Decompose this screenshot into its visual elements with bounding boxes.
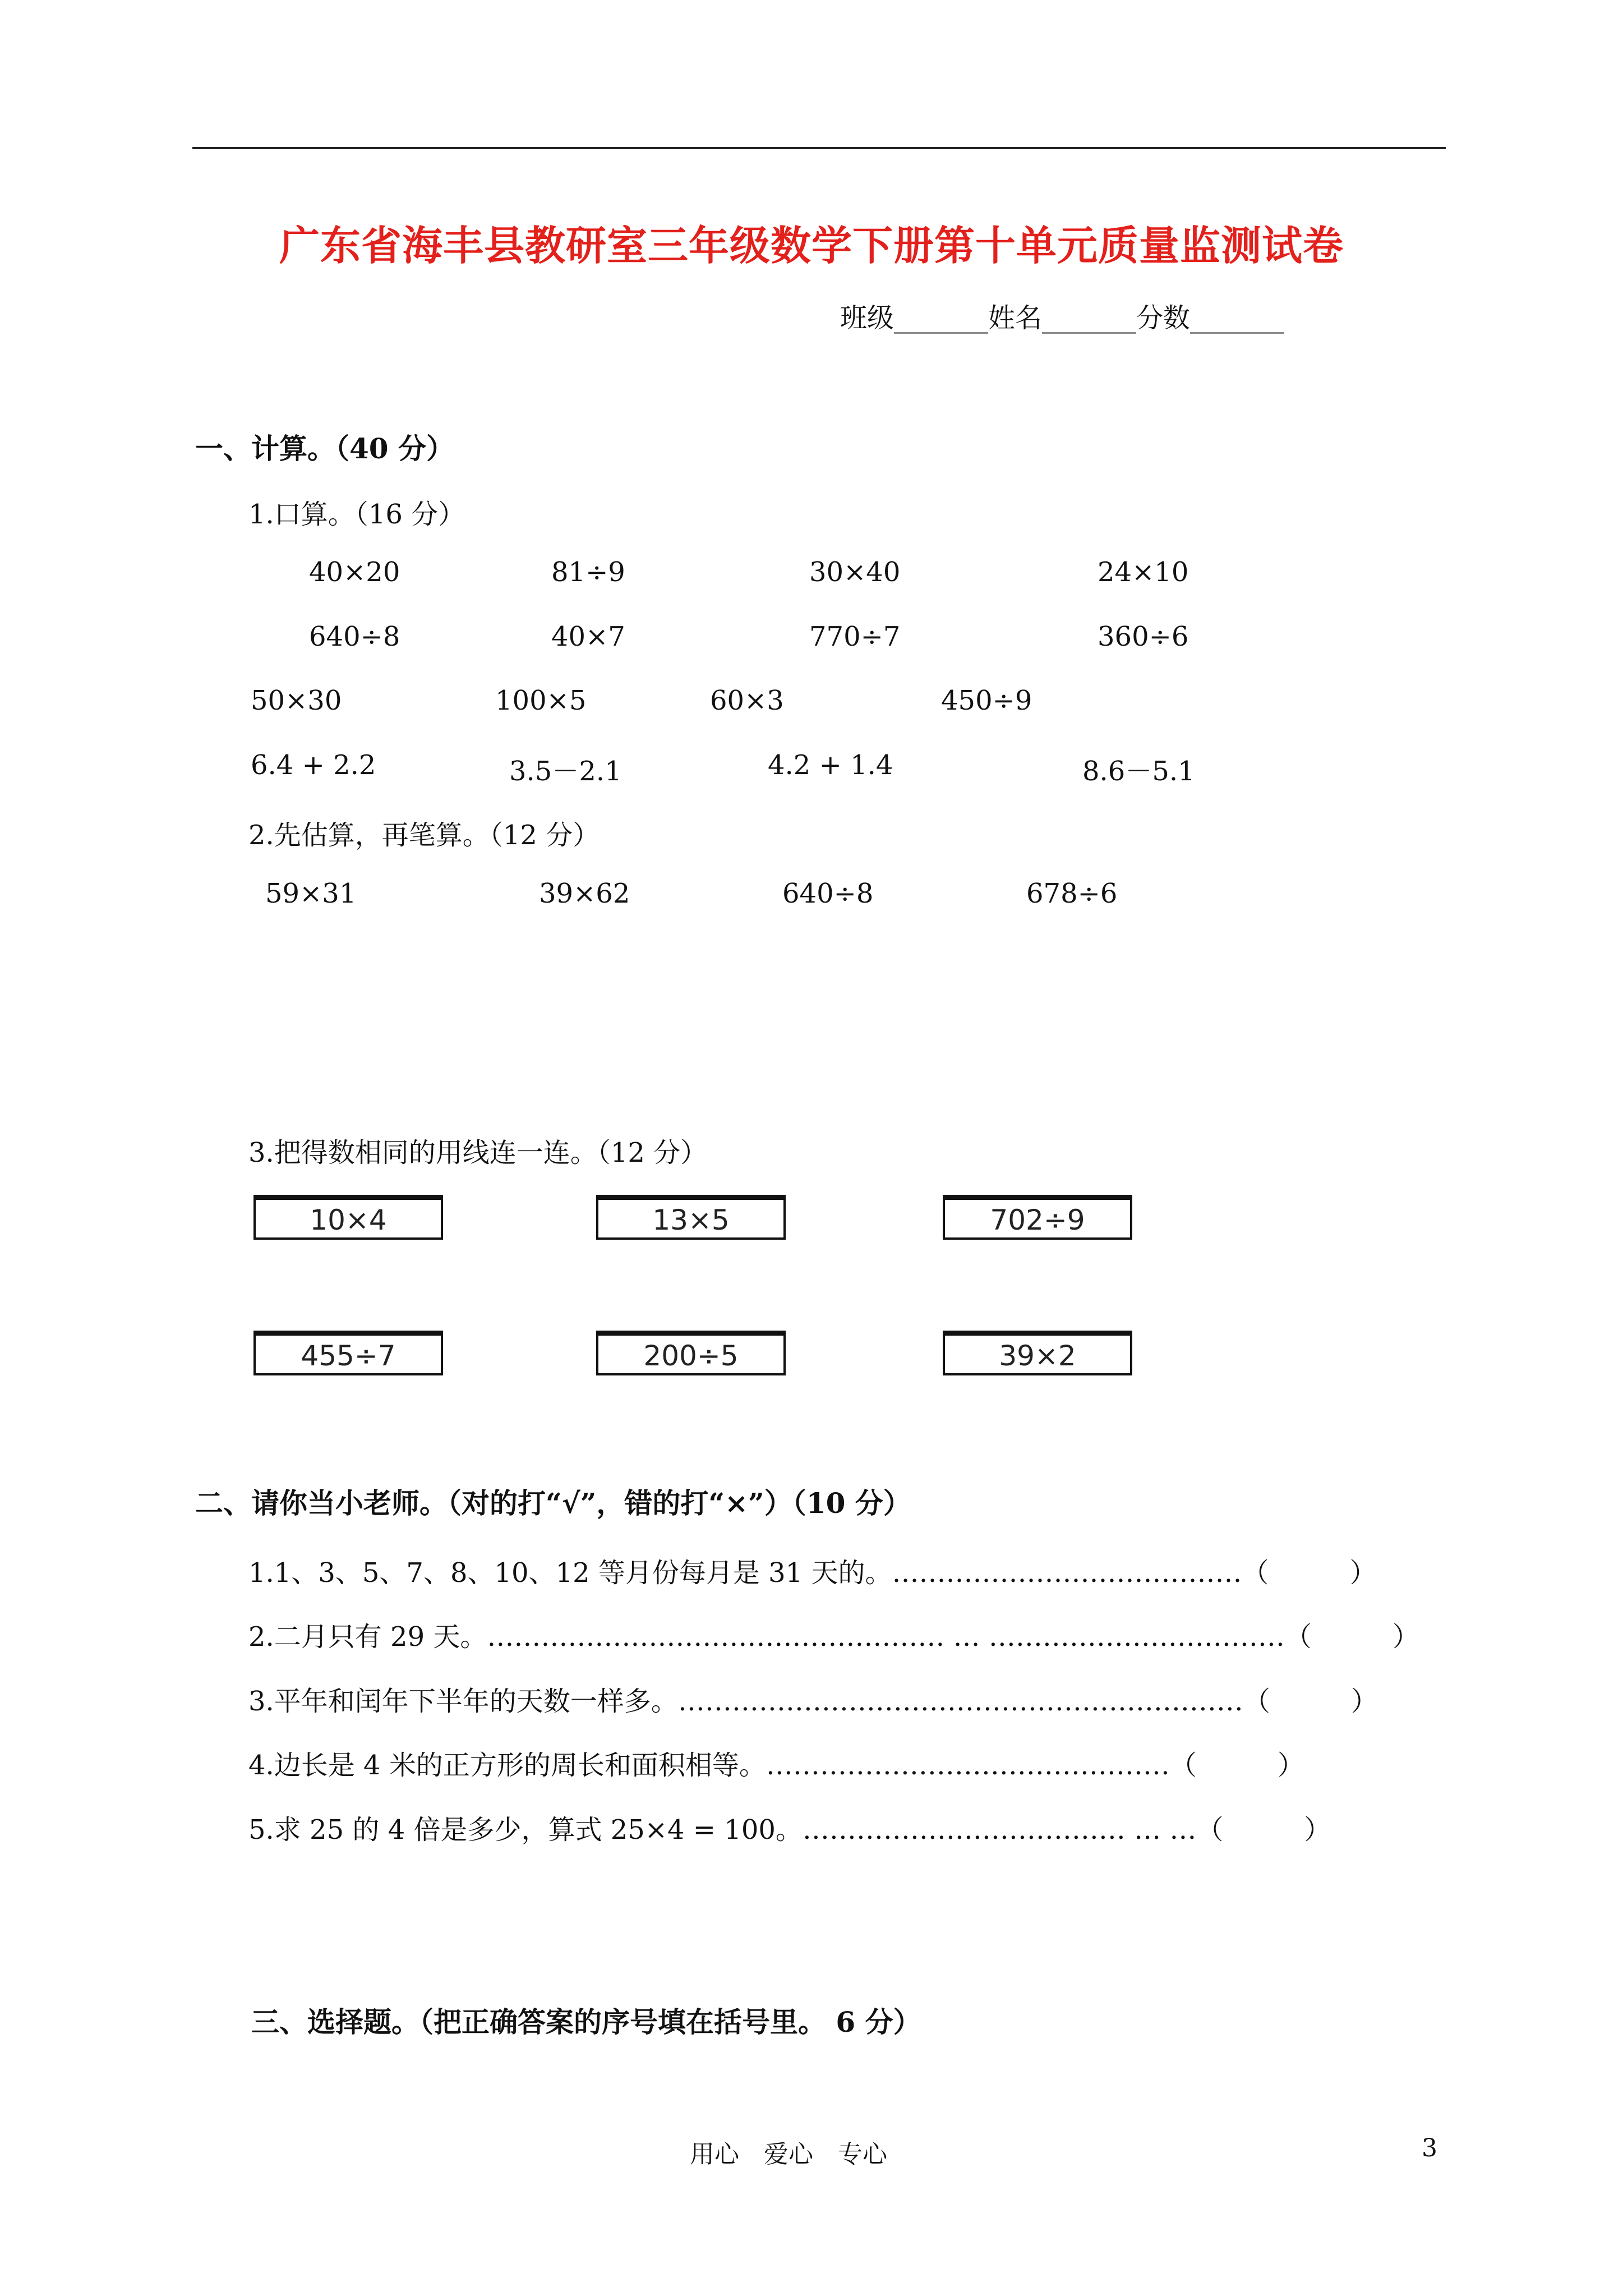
answer-parentheses[interactable]: （ ） <box>1284 1621 1419 1653</box>
oral-calc-item: 100×5 <box>495 685 587 716</box>
estimate-item: 39×62 <box>539 878 630 909</box>
oral-calc-item: 450÷9 <box>941 685 1032 716</box>
oral-calc-item: 360÷6 <box>1098 621 1189 652</box>
judge-item <box>248 1551 1377 1590</box>
oral-calc-item: 30×40 <box>809 556 901 588</box>
oral-calc-item: 770÷7 <box>809 621 901 652</box>
match-box[interactable]: 200÷5 <box>596 1331 786 1375</box>
judge-item <box>248 1680 1378 1718</box>
leader-dots: ………………………………… <box>892 1557 1242 1589</box>
leader-dots: ……………………………… … … <box>802 1814 1197 1846</box>
oral-calc-item: 60×3 <box>710 685 784 716</box>
q1-label: 1.口算。（16 分） <box>248 499 465 530</box>
leader-dots: …………………………………………… … …………………………… <box>487 1621 1285 1653</box>
match-box[interactable]: 455÷7 <box>253 1331 443 1375</box>
q3-label: 3.把得数相同的用线连一连。（12 分） <box>248 1137 708 1168</box>
answer-parentheses[interactable]: （ ） <box>1243 1686 1378 1717</box>
judge-item <box>248 1615 1419 1654</box>
estimate-item: 59×31 <box>265 878 357 909</box>
oral-calc-item: 40×7 <box>551 621 625 652</box>
judge-item-text: 1.1、3、5、7、8、10、12 等月份每月是 31 天的。 <box>248 1557 892 1589</box>
match-box[interactable]: 13×5 <box>596 1195 786 1240</box>
match-box[interactable]: 702÷9 <box>943 1195 1132 1240</box>
page-title: 广东省海丰县教研室三年级数学下册第十单元质量监测试卷 <box>279 222 1344 269</box>
footer-motto: 用心 爱心 专心 <box>690 2140 887 2169</box>
leader-dots: ……………………………………… <box>766 1750 1170 1781</box>
oral-calc-item: 8.6－5.1 <box>1082 756 1195 787</box>
section-1-heading: 一、计算。（40 分） <box>195 432 454 465</box>
header-rule <box>192 147 1446 149</box>
estimate-item: 678÷6 <box>1026 878 1118 909</box>
judge-item-text: 5.求 25 的 4 倍是多少，算式 25×4 = 100。 <box>248 1814 803 1846</box>
judge-item <box>248 1743 1304 1782</box>
oral-calc-item: 6.4 + 2.2 <box>251 749 376 781</box>
answer-parentheses[interactable]: （ ） <box>1242 1557 1377 1589</box>
student-info-line: 班级_______姓名_______分数_______ <box>840 302 1285 334</box>
page-number: 3 <box>1422 2134 1437 2162</box>
oral-calc-item: 4.2 + 1.4 <box>768 749 893 781</box>
leader-dots: ……………………………………………………… <box>677 1686 1243 1717</box>
judge-item <box>248 1808 1331 1847</box>
match-box[interactable]: 10×4 <box>253 1195 443 1240</box>
judge-item-text: 3.平年和闰年下半年的天数一样多。 <box>248 1686 678 1717</box>
oral-calc-item: 50×30 <box>251 685 342 716</box>
oral-calc-item: 24×10 <box>1098 556 1189 588</box>
oral-calc-item: 81÷9 <box>551 556 625 588</box>
judge-item-text: 4.边长是 4 米的正方形的周长和面积相等。 <box>248 1750 766 1781</box>
answer-parentheses[interactable]: （ ） <box>1196 1814 1331 1846</box>
oral-calc-item: 3.5－2.1 <box>509 756 622 787</box>
match-box[interactable]: 39×2 <box>943 1331 1132 1375</box>
estimate-item: 640÷8 <box>782 878 874 909</box>
section-2-heading: 二、请你当小老师。（对的打“√”，错的打“×”）（10 分） <box>195 1487 911 1520</box>
section-3-heading: 三、选择题。（把正确答案的序号填在括号里。 6 分） <box>251 2005 921 2039</box>
judge-item-text: 2.二月只有 29 天。 <box>248 1621 487 1653</box>
oral-calc-item: 40×20 <box>309 556 400 588</box>
q2-label: 2.先估算，再笔算。（12 分） <box>248 820 600 851</box>
oral-calc-item: 640÷8 <box>309 621 400 652</box>
answer-parentheses[interactable]: （ ） <box>1169 1750 1304 1781</box>
